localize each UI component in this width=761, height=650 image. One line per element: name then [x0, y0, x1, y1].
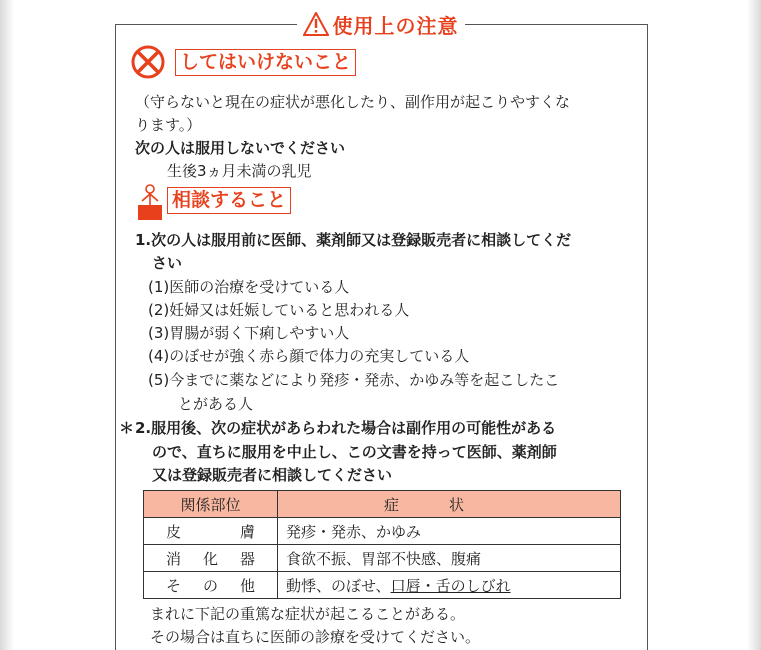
consult-subitem: (1)医師の治療を受けている人	[148, 278, 350, 296]
table-row	[144, 518, 621, 545]
table-row	[144, 572, 621, 599]
prohibited-icon	[130, 44, 166, 80]
notice-title: 使用上の注意	[332, 13, 459, 38]
table-cell-symptom	[278, 572, 621, 599]
item2-asterisk: ＊	[119, 419, 135, 437]
symptom-underlined-text: 口唇・舌のしびれ	[390, 576, 511, 595]
table-cell-part: 消化器	[144, 545, 278, 572]
page-edge-right	[747, 0, 761, 650]
consult-subitem: (3)胃腸が弱く下痢しやすい人	[148, 324, 350, 342]
consult-subitem5-line2: とがある人	[178, 395, 254, 413]
footer-line2: その場合は直ちに医師の診療を受けてください。	[150, 628, 481, 646]
dont-item: 生後3ヵ月未満の乳児	[167, 162, 312, 180]
consult-item1-line2: さい	[152, 254, 183, 272]
symptom-plain-text: 動悸、のぼせ、	[286, 576, 391, 595]
consult-item2-line1: 2.服用後、次の症状があらわれた場合は副作用の可能性がある	[135, 419, 557, 437]
consult-subitem: (4)のぼせが強く赤ら顔で体力の充実している人	[148, 347, 470, 365]
page-edge-left	[0, 0, 14, 650]
table-cell-part: 皮膚	[144, 518, 278, 545]
consult-section-label: 相談すること	[167, 187, 291, 214]
symptom-table	[143, 490, 621, 599]
table-header-part: 関係部位	[144, 491, 278, 518]
dont-note-line1: （守らないと現在の症状が悪化したり、副作用が起こりやすくな	[135, 93, 571, 111]
footer-line1: まれに下記の重篤な症状が起こることがある。	[150, 605, 466, 623]
notice-header	[0, 8, 761, 40]
consult-person-icon	[136, 183, 164, 221]
table-header-symptom: 症状	[278, 491, 621, 518]
consult-item1-line1: 1.次の人は服用前に医師、薬剤師又は登録販売者に相談してくだ	[135, 231, 572, 249]
consult-item2-line3: 又は登録販売者に相談してください	[152, 466, 393, 484]
consult-subitem: (5)今までに薬などにより発疹・発赤、かゆみ等を起こしたこ	[148, 371, 560, 389]
warning-triangle-icon	[303, 12, 329, 36]
dont-note-line2: ります。）	[135, 116, 202, 134]
table-cell-symptom: 食欲不振、胃部不快感、腹痛	[278, 545, 621, 572]
dont-section-label: してはいけないこと	[175, 49, 356, 76]
table-cell-part: その他	[144, 572, 278, 599]
table-header-row	[144, 491, 621, 518]
table-cell-symptom: 発疹・発赤、かゆみ	[278, 518, 621, 545]
consult-item2-line2: ので、直ちに服用を中止し、この文書を持って医師、薬剤師	[152, 443, 557, 461]
table-row	[144, 545, 621, 572]
consult-subitem: (2)妊婦又は妊娠していると思われる人	[148, 301, 410, 319]
dont-heading: 次の人は服用しないでください	[135, 139, 346, 157]
